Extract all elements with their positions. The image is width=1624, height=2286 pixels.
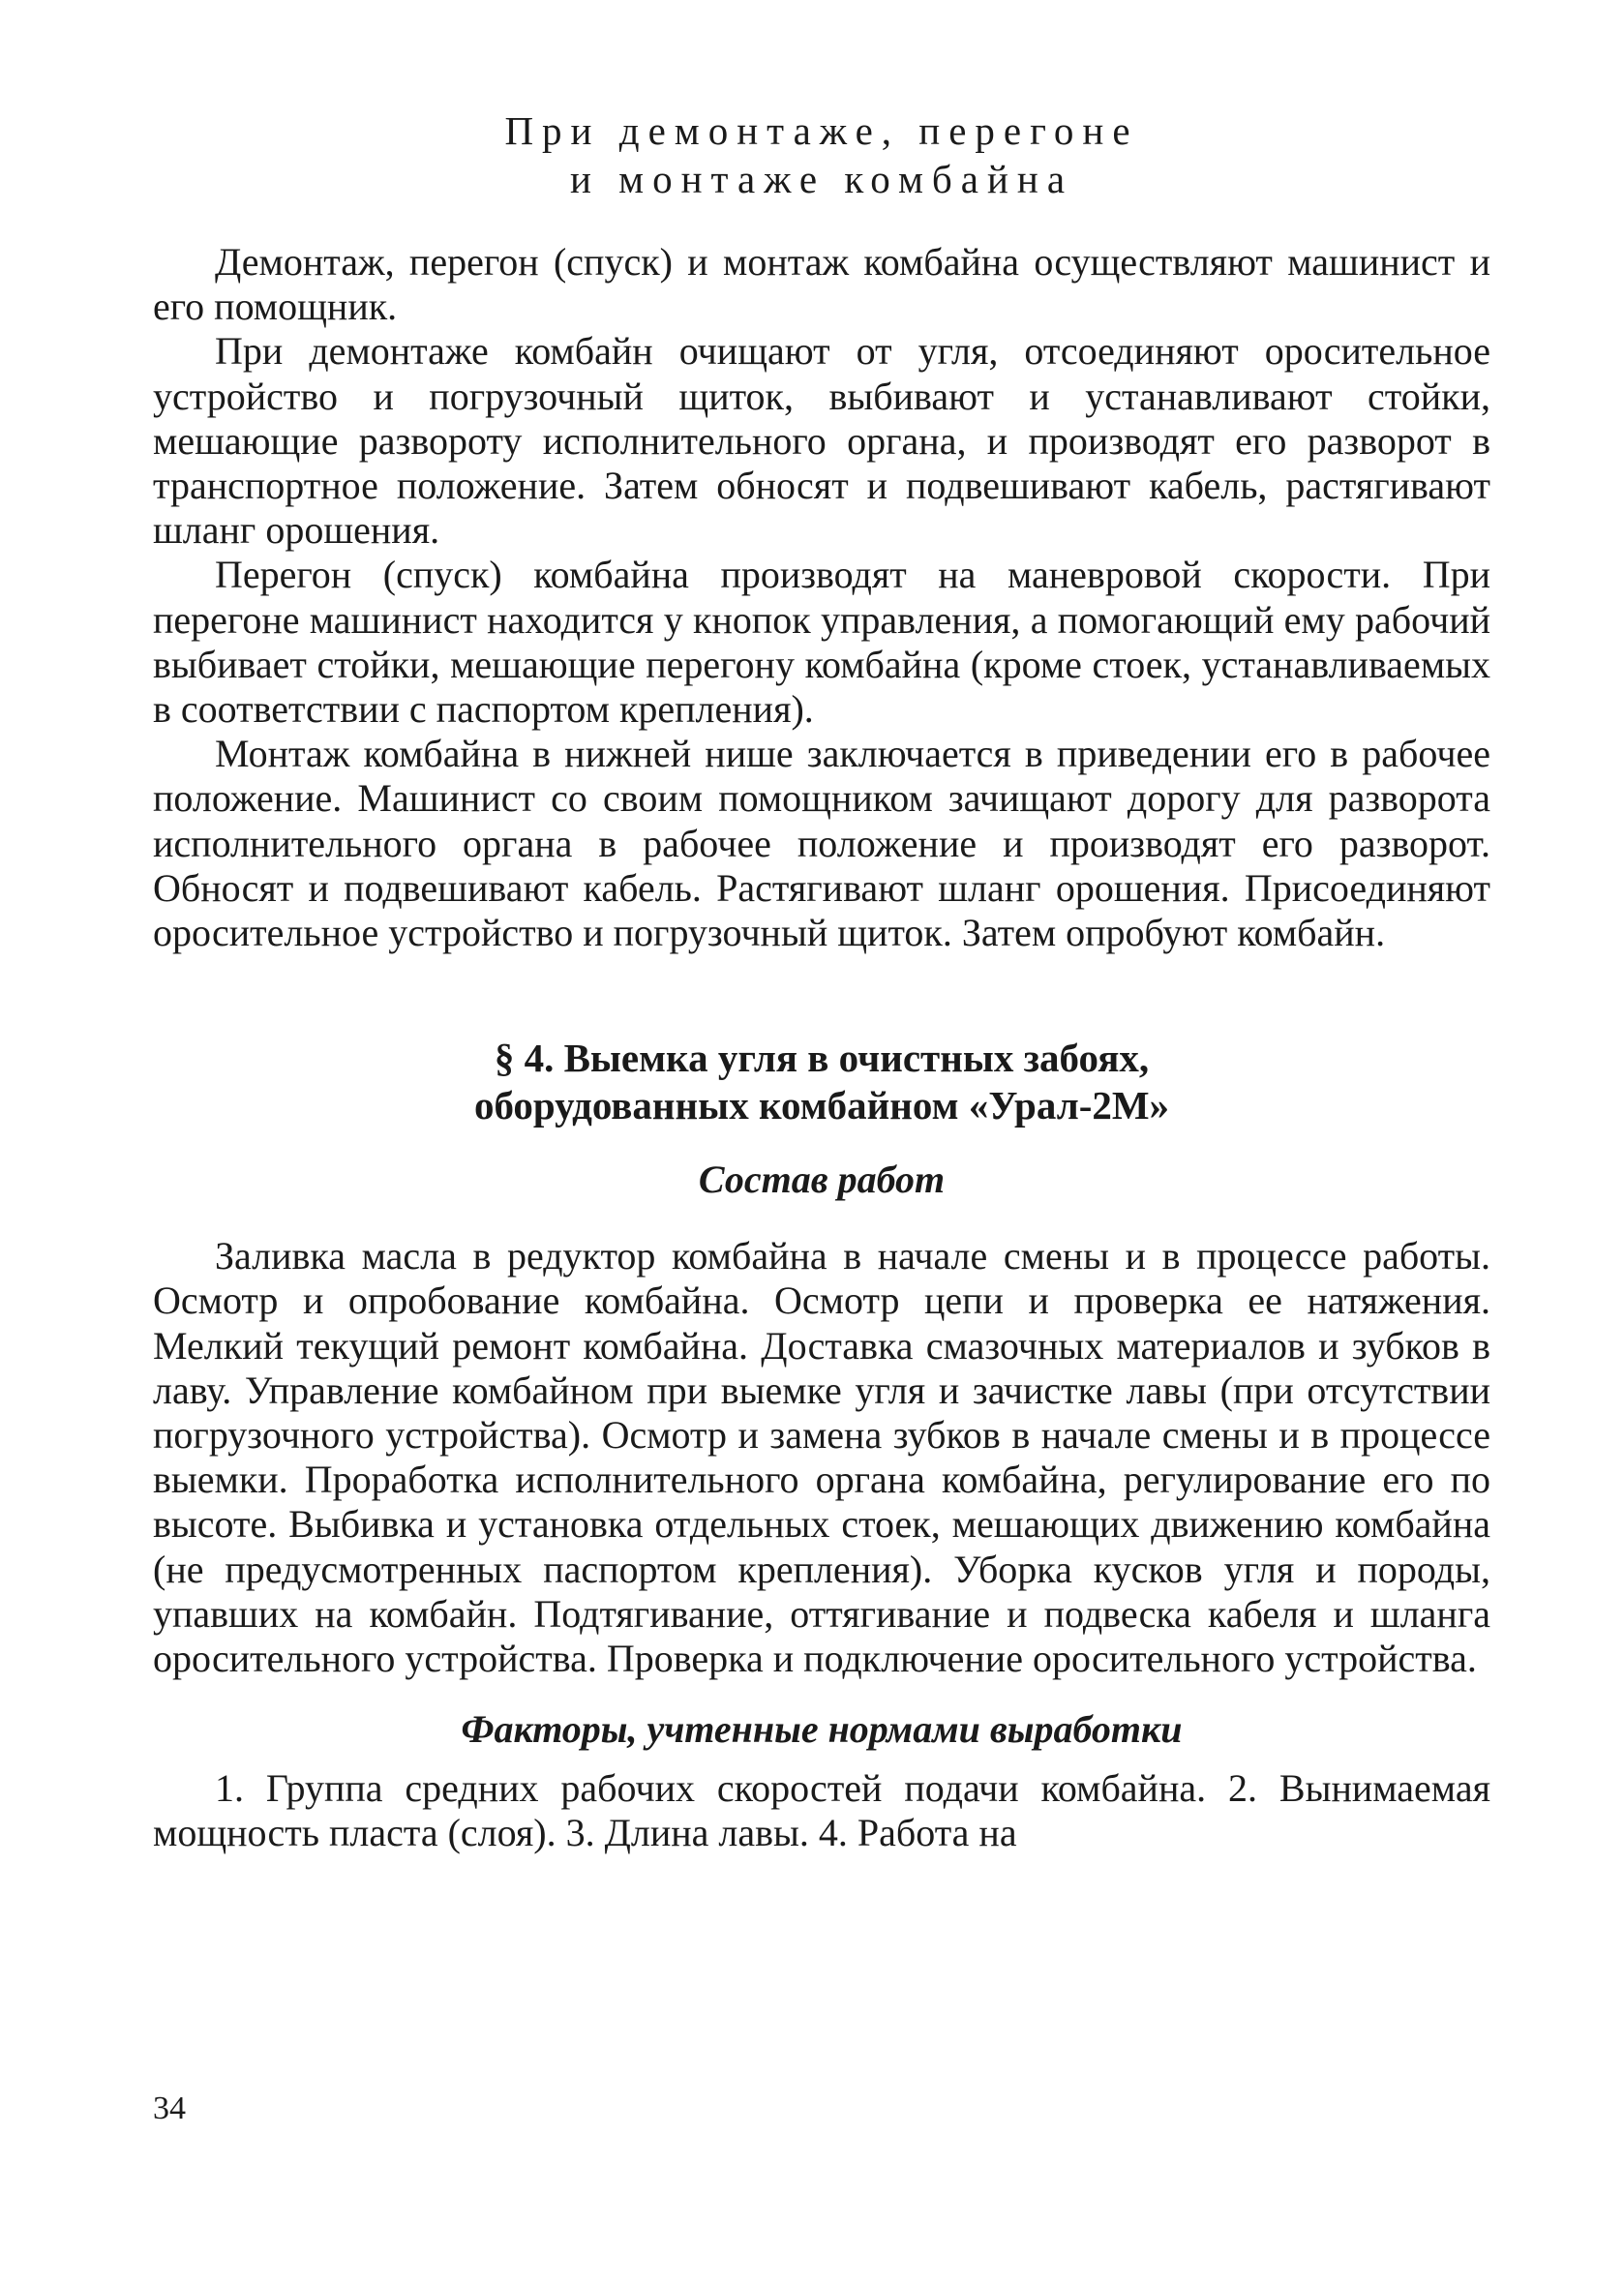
paragraph-dismantling-intro: Демонтаж, перегон (спуск) и монтаж комбайна осуществляют машинист и его помощник. bbox=[153, 240, 1490, 329]
work-composition-heading: Состав работ bbox=[698, 1158, 946, 1202]
page-content bbox=[153, 106, 1490, 1856]
subsection-heading-line2: и монтаже комбайна bbox=[569, 157, 1074, 201]
subsection-heading-line1: При демонтаже, перегоне bbox=[504, 108, 1139, 153]
paragraph-mounting: Монтаж комбайна в нижней нише заключается в приведении его в рабочее положение. Машинист со своим помощником зачищают дорогу для разворота исполнительного органа в рабочее положение и производят его разворот. Обносят и подвешивают кабель. Растягивают шланг орошения. Присоединяют оросительное устройство и погрузочный щиток. Затем опробуют комбайн. bbox=[153, 732, 1490, 955]
factors-heading: Факторы, учтенные нормами выработки bbox=[461, 1707, 1183, 1752]
page-number: 34 bbox=[153, 2090, 186, 2126]
paragraph-factors: 1. Группа средних рабочих скоростей подачи комбайна. 2. Вынимаемая мощность пласта (слоя). 3. Длина лавы. 4. Работа на bbox=[153, 1766, 1490, 1855]
paragraph-dismantling-process: При демонтаже комбайн очищают от угля, отсоединяют оросительное устройство и погрузочный щиток, выбивают и устанавливают стойки, мешающие развороту исполнительного органа, и производят его разворот в транспортное положение. Затем обносят и подвешивают кабель, растягивают шланг орошения. bbox=[153, 329, 1490, 553]
section-title-line2: оборудованных комбайном «Урал-2М» bbox=[473, 1083, 1170, 1128]
paragraph-transfer: Перегон (спуск) комбайна производят на маневровой скорости. При перегоне машинист находится у кнопок управления, а помогающий ему рабочий выбивает стойки, мешающие перегону комбайна (кроме стоек, устанавливаемых в соответствии с паспортом крепления). bbox=[153, 553, 1490, 732]
paragraph-work-composition: Заливка масла в редуктор комбайна в начале смены и в процессе работы. Осмотр и опробование комбайна. Осмотр цепи и проверка ее натяжения. Мелкий текущий ремонт комбайна. Доставка смазочных материалов и зубков в лаву. Управление комбайном при выемке угля и зачистке лавы (при отсутствии погрузочного устройства). Осмотр и замена зубков в начале смены и в процессе выемки. Проработка исполнительного органа комбайна, регулирование его по высоте. Выбивка и установка отдельных стоек, мешающих движению комбайна (не предусмотренных паспортом крепления). Уборка кусков угля и породы, упавших на комбайн. Подтягивание, оттягивание и подвеска кабеля и шланга оросительного устройства. Проверка и подключение оросительного устройства. bbox=[153, 1234, 1490, 1681]
section-title-line1: § 4. Выемка угля в очистных забоях, bbox=[494, 1036, 1150, 1081]
